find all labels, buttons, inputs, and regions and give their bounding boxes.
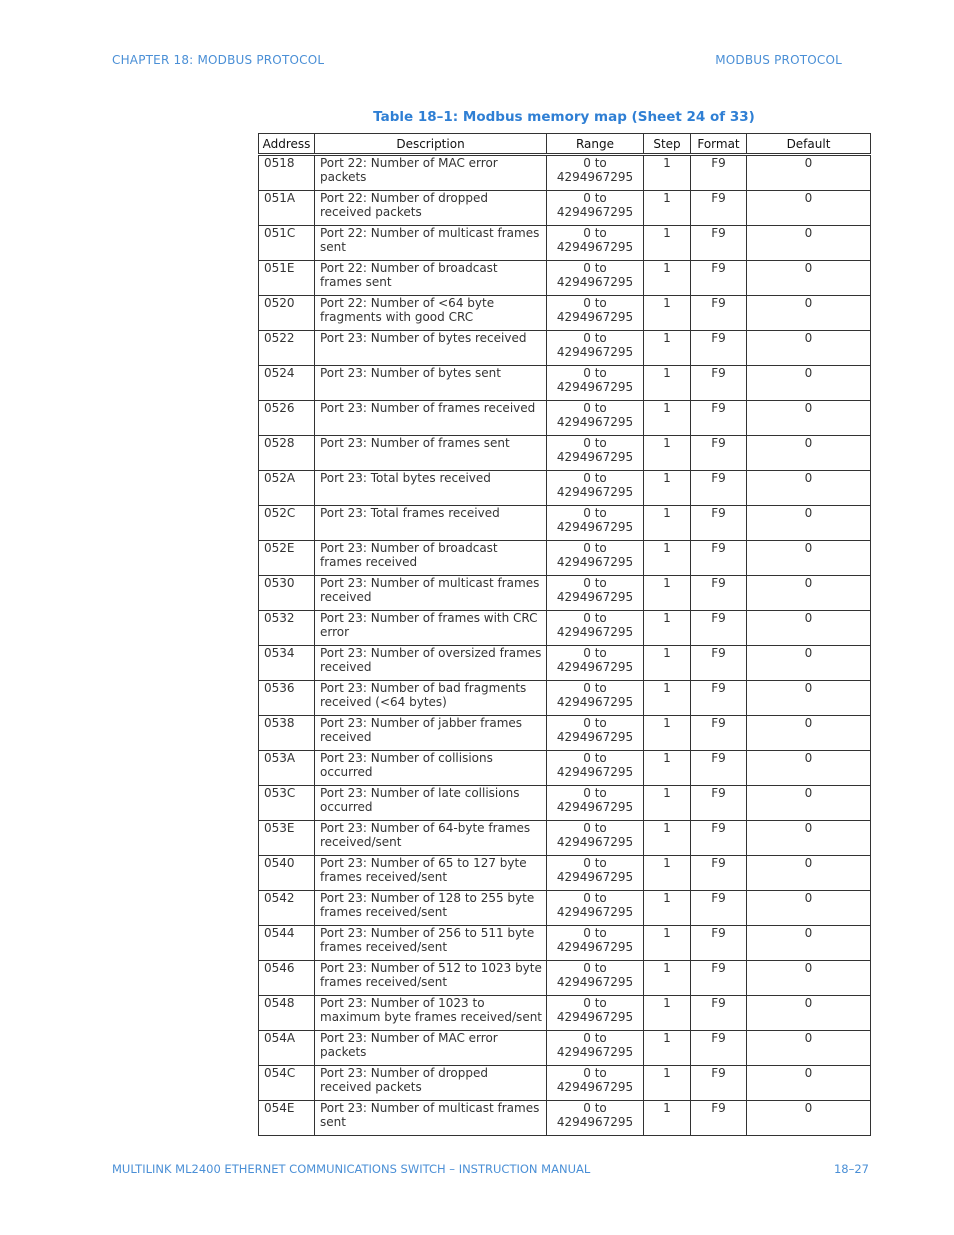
cell-description: Port 23: Number of multicast frames received <box>315 576 547 611</box>
cell-format: F9 <box>691 576 747 611</box>
cell-format: F9 <box>691 296 747 331</box>
cell-format: F9 <box>691 155 747 191</box>
table-row <box>259 1066 871 1101</box>
cell-address: 052A <box>259 471 315 506</box>
cell-format: F9 <box>691 961 747 996</box>
cell-address: 0542 <box>259 891 315 926</box>
cell-description: Port 23: Number of collisions occurred <box>315 751 547 786</box>
cell-description: Port 23: Number of 128 to 255 byte frames received/sent <box>315 891 547 926</box>
section-header: MODBUS PROTOCOL <box>715 53 842 67</box>
cell-step: 1 <box>644 296 691 331</box>
cell-step: 1 <box>644 155 691 191</box>
column-header-default: Default <box>747 134 871 155</box>
cell-address: 0538 <box>259 716 315 751</box>
cell-step: 1 <box>644 891 691 926</box>
cell-address: 0536 <box>259 681 315 716</box>
cell-description: Port 23: Number of multicast frames sent <box>315 1101 547 1136</box>
table-row <box>259 576 871 611</box>
cell-description: Port 23: Number of frames with CRC error <box>315 611 547 646</box>
cell-range: 0 to 4294967295 <box>547 961 644 996</box>
cell-step: 1 <box>644 261 691 296</box>
cell-description: Port 23: Total bytes received <box>315 471 547 506</box>
cell-range: 0 to 4294967295 <box>547 191 644 226</box>
cell-address: 051C <box>259 226 315 261</box>
table-row <box>259 926 871 961</box>
cell-default: 0 <box>747 996 871 1031</box>
cell-default: 0 <box>747 506 871 541</box>
cell-description: Port 23: Number of 64-byte frames received/sent <box>315 821 547 856</box>
cell-address: 0526 <box>259 401 315 436</box>
cell-default: 0 <box>747 716 871 751</box>
cell-default: 0 <box>747 681 871 716</box>
cell-range: 0 to 4294967295 <box>547 856 644 891</box>
cell-description: Port 23: Total frames received <box>315 506 547 541</box>
cell-address: 0518 <box>259 155 315 191</box>
cell-range: 0 to 4294967295 <box>547 331 644 366</box>
cell-range: 0 to 4294967295 <box>547 1066 644 1101</box>
table-row <box>259 856 871 891</box>
cell-description: Port 23: Number of 65 to 127 byte frames received/sent <box>315 856 547 891</box>
cell-default: 0 <box>747 786 871 821</box>
cell-default: 0 <box>747 611 871 646</box>
table-body <box>259 155 871 1136</box>
table-row <box>259 401 871 436</box>
cell-range: 0 to 4294967295 <box>547 261 644 296</box>
cell-address: 053E <box>259 821 315 856</box>
cell-format: F9 <box>691 541 747 576</box>
cell-default: 0 <box>747 436 871 471</box>
cell-format: F9 <box>691 331 747 366</box>
cell-description: Port 23: Number of frames sent <box>315 436 547 471</box>
cell-format: F9 <box>691 401 747 436</box>
cell-default: 0 <box>747 366 871 401</box>
cell-range: 0 to 4294967295 <box>547 716 644 751</box>
cell-range: 0 to 4294967295 <box>547 821 644 856</box>
cell-range: 0 to 4294967295 <box>547 751 644 786</box>
cell-step: 1 <box>644 191 691 226</box>
cell-description: Port 23: Number of jabber frames received <box>315 716 547 751</box>
cell-format: F9 <box>691 751 747 786</box>
cell-step: 1 <box>644 996 691 1031</box>
column-header-format: Format <box>691 134 747 155</box>
cell-step: 1 <box>644 471 691 506</box>
page-number: 18–27 <box>833 1162 869 1176</box>
manual-title-footer: MULTILINK ML2400 ETHERNET COMMUNICATIONS SWITCH – INSTRUCTION MANUAL <box>112 1162 591 1176</box>
cell-format: F9 <box>691 191 747 226</box>
cell-step: 1 <box>644 856 691 891</box>
cell-step: 1 <box>644 576 691 611</box>
table-caption: Table 18–1: Modbus memory map (Sheet 24 of 33) <box>373 109 755 125</box>
cell-step: 1 <box>644 366 691 401</box>
cell-range: 0 to 4294967295 <box>547 541 644 576</box>
cell-default: 0 <box>747 1031 871 1066</box>
cell-address: 051E <box>259 261 315 296</box>
table-row <box>259 751 871 786</box>
cell-default: 0 <box>747 401 871 436</box>
cell-address: 0520 <box>259 296 315 331</box>
cell-step: 1 <box>644 331 691 366</box>
cell-address: 0522 <box>259 331 315 366</box>
cell-range: 0 to 4294967295 <box>547 926 644 961</box>
table-row <box>259 611 871 646</box>
cell-step: 1 <box>644 646 691 681</box>
cell-format: F9 <box>691 646 747 681</box>
column-header-description: Description <box>315 134 547 155</box>
table-row <box>259 961 871 996</box>
cell-address: 054E <box>259 1101 315 1136</box>
cell-step: 1 <box>644 716 691 751</box>
column-header-step: Step <box>644 134 691 155</box>
table-row <box>259 1031 871 1066</box>
cell-default: 0 <box>747 751 871 786</box>
cell-address: 0548 <box>259 996 315 1031</box>
cell-format: F9 <box>691 436 747 471</box>
table-row <box>259 226 871 261</box>
cell-step: 1 <box>644 1031 691 1066</box>
cell-default: 0 <box>747 155 871 191</box>
cell-range: 0 to 4294967295 <box>547 436 644 471</box>
cell-range: 0 to 4294967295 <box>547 996 644 1031</box>
cell-address: 0544 <box>259 926 315 961</box>
cell-description: Port 23: Number of 1023 to maximum byte frames received/sent <box>315 996 547 1031</box>
cell-range: 0 to 4294967295 <box>547 1031 644 1066</box>
table-row <box>259 506 871 541</box>
cell-description: Port 22: Number of dropped received packets <box>315 191 547 226</box>
cell-format: F9 <box>691 506 747 541</box>
cell-description: Port 23: Number of late collisions occurred <box>315 786 547 821</box>
cell-description: Port 23: Number of oversized frames received <box>315 646 547 681</box>
cell-default: 0 <box>747 821 871 856</box>
cell-description: Port 23: Number of dropped received packets <box>315 1066 547 1101</box>
cell-default: 0 <box>747 1101 871 1136</box>
cell-description: Port 23: Number of 512 to 1023 byte frames received/sent <box>315 961 547 996</box>
cell-step: 1 <box>644 786 691 821</box>
cell-address: 0532 <box>259 611 315 646</box>
column-header-address: Address <box>259 134 315 155</box>
cell-default: 0 <box>747 576 871 611</box>
cell-step: 1 <box>644 1101 691 1136</box>
cell-default: 0 <box>747 1066 871 1101</box>
cell-format: F9 <box>691 996 747 1031</box>
column-header-range: Range <box>547 134 644 155</box>
cell-range: 0 to 4294967295 <box>547 506 644 541</box>
cell-description: Port 23: Number of bytes sent <box>315 366 547 401</box>
cell-format: F9 <box>691 1031 747 1066</box>
cell-range: 0 to 4294967295 <box>547 1101 644 1136</box>
cell-format: F9 <box>691 366 747 401</box>
cell-address: 0540 <box>259 856 315 891</box>
cell-default: 0 <box>747 471 871 506</box>
cell-range: 0 to 4294967295 <box>547 646 644 681</box>
cell-range: 0 to 4294967295 <box>547 611 644 646</box>
cell-step: 1 <box>644 821 691 856</box>
cell-range: 0 to 4294967295 <box>547 366 644 401</box>
cell-default: 0 <box>747 331 871 366</box>
cell-description: Port 23: Number of bad fragments received (<64 bytes) <box>315 681 547 716</box>
cell-step: 1 <box>644 541 691 576</box>
cell-step: 1 <box>644 926 691 961</box>
table-header-row <box>259 134 871 155</box>
cell-description: Port 23: Number of 256 to 511 byte frames received/sent <box>315 926 547 961</box>
table-row <box>259 331 871 366</box>
cell-description: Port 23: Number of frames received <box>315 401 547 436</box>
table-row <box>259 1101 871 1136</box>
table-row <box>259 996 871 1031</box>
table-row <box>259 471 871 506</box>
table-row <box>259 191 871 226</box>
cell-step: 1 <box>644 681 691 716</box>
cell-address: 054C <box>259 1066 315 1101</box>
cell-format: F9 <box>691 891 747 926</box>
table-row <box>259 155 871 191</box>
cell-range: 0 to 4294967295 <box>547 155 644 191</box>
table-row <box>259 891 871 926</box>
table-row <box>259 541 871 576</box>
cell-format: F9 <box>691 226 747 261</box>
cell-default: 0 <box>747 226 871 261</box>
table-row <box>259 821 871 856</box>
cell-address: 053C <box>259 786 315 821</box>
cell-address: 051A <box>259 191 315 226</box>
cell-format: F9 <box>691 856 747 891</box>
cell-step: 1 <box>644 506 691 541</box>
cell-range: 0 to 4294967295 <box>547 226 644 261</box>
table-row <box>259 646 871 681</box>
table-row <box>259 786 871 821</box>
cell-format: F9 <box>691 611 747 646</box>
cell-range: 0 to 4294967295 <box>547 401 644 436</box>
cell-format: F9 <box>691 821 747 856</box>
cell-description: Port 22: Number of multicast frames sent <box>315 226 547 261</box>
cell-format: F9 <box>691 1101 747 1136</box>
cell-step: 1 <box>644 1066 691 1101</box>
cell-address: 0546 <box>259 961 315 996</box>
cell-description: Port 23: Number of MAC error packets <box>315 1031 547 1066</box>
table-row <box>259 296 871 331</box>
cell-default: 0 <box>747 541 871 576</box>
cell-description: Port 22: Number of <64 byte fragments with good CRC <box>315 296 547 331</box>
cell-step: 1 <box>644 611 691 646</box>
cell-address: 0530 <box>259 576 315 611</box>
cell-range: 0 to 4294967295 <box>547 576 644 611</box>
cell-default: 0 <box>747 961 871 996</box>
cell-default: 0 <box>747 856 871 891</box>
cell-address: 052C <box>259 506 315 541</box>
cell-range: 0 to 4294967295 <box>547 786 644 821</box>
cell-format: F9 <box>691 261 747 296</box>
table-row <box>259 716 871 751</box>
table-row <box>259 261 871 296</box>
table-row <box>259 366 871 401</box>
cell-range: 0 to 4294967295 <box>547 891 644 926</box>
cell-default: 0 <box>747 191 871 226</box>
cell-default: 0 <box>747 296 871 331</box>
cell-default: 0 <box>747 261 871 296</box>
cell-address: 052E <box>259 541 315 576</box>
cell-range: 0 to 4294967295 <box>547 471 644 506</box>
cell-format: F9 <box>691 786 747 821</box>
cell-address: 0524 <box>259 366 315 401</box>
cell-default: 0 <box>747 646 871 681</box>
cell-format: F9 <box>691 681 747 716</box>
cell-description: Port 23: Number of broadcast frames received <box>315 541 547 576</box>
table-row <box>259 436 871 471</box>
cell-default: 0 <box>747 926 871 961</box>
cell-range: 0 to 4294967295 <box>547 296 644 331</box>
cell-description: Port 22: Number of MAC error packets <box>315 155 547 191</box>
table-row <box>259 681 871 716</box>
cell-address: 053A <box>259 751 315 786</box>
cell-range: 0 to 4294967295 <box>547 681 644 716</box>
chapter-header: CHAPTER 18: MODBUS PROTOCOL <box>112 53 325 67</box>
cell-format: F9 <box>691 471 747 506</box>
cell-description: Port 22: Number of broadcast frames sent <box>315 261 547 296</box>
cell-address: 054A <box>259 1031 315 1066</box>
cell-format: F9 <box>691 716 747 751</box>
cell-format: F9 <box>691 926 747 961</box>
cell-address: 0534 <box>259 646 315 681</box>
cell-format: F9 <box>691 1066 747 1101</box>
cell-address: 0528 <box>259 436 315 471</box>
cell-default: 0 <box>747 891 871 926</box>
cell-step: 1 <box>644 226 691 261</box>
cell-description: Port 23: Number of bytes received <box>315 331 547 366</box>
cell-step: 1 <box>644 401 691 436</box>
cell-step: 1 <box>644 751 691 786</box>
cell-step: 1 <box>644 961 691 996</box>
cell-step: 1 <box>644 436 691 471</box>
modbus-memory-map-table <box>258 133 871 1136</box>
